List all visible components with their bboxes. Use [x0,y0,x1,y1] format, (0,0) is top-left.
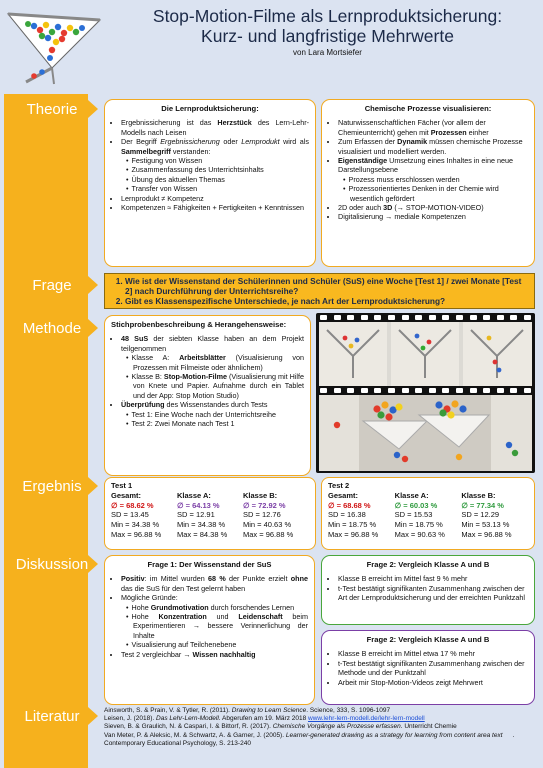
reference-item: Leisen, J. (2018). Das Lehr-Lern-Modell. Abgerufen am 19. März 2018 www.lehr-lern-modell.de/lehr-lern-modell [104,715,425,723]
card-title: Frage 2: Vergleich Klasse A und B [366,560,490,569]
results-test1 [104,477,316,550]
sub-list-item: • Visualisierung auf Teilchenebene [133,640,308,649]
theorie-card-right [321,99,535,267]
sub-list-item: • Prozessorientiertes Denken in der Chemie wird wesentlich gefördert [350,184,528,203]
sub-list-item: • Festigung von Wissen [133,156,309,165]
sub-list-item: • Prozess muss erschlossen werden [350,175,528,184]
theorie-card-left [104,99,316,267]
sub-list-item: • Test 2: Zwei Monate nach Test 1 [133,419,304,428]
sub-list-item: • Hohe Konzentration und Leidenschaft beim Experimentieren → bessere Verinnerlichung der Inhalte [133,612,308,640]
sub-list-item: • Klasse B: Stop-Motion-Filme (Visualisierung mit Hilfe von Knete und Papier. Aufnahme durch ein Tablet und der App: Stop Motion Studio) [133,372,304,400]
section-label-theorie: Theorie [26,101,78,118]
list-item: • Kompetenzen ≈ Fähigkeiten + Fertigkeiten + Kenntnissen [121,203,309,212]
diskussion-card-frage1 [104,555,315,705]
reference-link[interactable]: www.lehr-lern-modell.de/lehr-lern-modell [308,715,425,723]
list-item: • Überprüfung des Wissenstandes durch Tests • Test 1: Eine Woche nach der Unterrichtsreihe • Test 2: Zwei Monate nach Test 1 [121,400,304,428]
poster-title-line1: Stop-Motion-Filme als Lernproduktsicherung: [152,6,503,26]
list-item: • 48 SuS der siebten Klasse haben an dem Projekt teilgenommen • Klasse A: Arbeitsblätter (Visualisierung von Prozessen mit Filmeiste oder ähnlichem) • Klasse B: Stop-Motion-Filme (Visualisierung mit Hilfe von Knete und Papier. Aufnahme durch ein Tablet und der App: Stop Motion Studio) [121,334,304,400]
sub-list-item: • Transfer von Wissen [133,184,309,193]
list-item: • Zum Erfassen der Dynamik müssen chemische Prozesse visualisiert und modelliert werden. [338,137,528,156]
photo-paper-funnels [319,322,532,386]
list-item: • Lernprodukt ≠ Kompetenz [121,194,309,203]
test1-table: Gesamt: Klasse A: Klasse B: ∅ = 68.62 % ∅ = 64.13 % ∅ = 72.92 % SD = 13.45 SD = 12.91 SD = 12.76 Min = 34.38 % Min = 34.38 % Min = 40.63 % Max = 96.88 % Max = 84.38 % Max = 96.88 % [111,490,294,539]
film-holes-middle [320,388,531,394]
film-strip-photos [316,313,535,473]
card-title: Chemische Prozesse visualisieren: [364,104,492,113]
methode-card [104,315,311,476]
list-item: • Digitalisierung → mediale Kompetenzen [338,212,528,221]
sub-list-item: • Klasse A: Arbeitsblätter (Visualisierung von Prozessen mit Filmeiste oder ähnlichem) [133,353,304,372]
sub-list-item: • Übung des aktuellen Themas [133,175,309,184]
reference-item: Van Meter, P. & Aleksic, M. & Schwartz, A. & Garner, J. (2005). Learner-generated drawing as a strategy for learning from content area text . Contemporary Educational Psychology, S. 213-240 [104,731,515,747]
sub-list-item: • Zusammenfassung des Unterrichtsinhalts [133,165,309,174]
list-item: • Eigenständige Umsetzung eines Inhaltes in eine neue Darstellungsebene • Prozess muss erschlossen werden • Prozessorientiertes Denken in der Chemie wird wesentlich gefördert [338,156,528,203]
sub-list-item: • Test 1: Eine Woche nach der Unterrichtsreihe [133,410,304,419]
card-title: Frage 2: Vergleich Klasse A und B [366,635,490,644]
molecule-logo [4,6,114,86]
diskussion-card-frage2-test2 [321,630,535,705]
test1-title: Test 1 [111,481,133,490]
card-title: Frage 1: Der Wissenstand der SuS [147,560,272,569]
section-sidebar [4,94,88,768]
diskussion-card-frage2-test1 [321,555,535,625]
poster-author: von Lara Mortsiefer [293,48,362,57]
results-test2 [321,477,535,550]
list-item: • 2D oder auch 3D (→ STOP-MOTION-VIDEO) [338,203,528,212]
test2-title: Test 2 [328,481,350,490]
sub-list-item: • Hohe Grundmotivation durch forschendes Lernen [133,603,308,612]
list-item: • t-Test bestätigt signifikanten Zusammenhang zwischen der Methode und der Punktzahl [338,659,528,678]
list-item: • t-Test bestätigt signifikanten Zusammenhang zwischen der Art der Lernproduktsicherung und der erreichten Punktzahl [338,584,528,603]
reference-item: Sieven, B. & Graulich, N. & Caspari, I. & Bittorf, R. (2017). Chemische Vorgänge als Prozesse erfassen. Unterricht Chemie [104,723,457,731]
reference-item: Ainsworth, S. & Prain, V. & Tytler, R. (2011). Drawing to Learn Science. Science, 333, S. 1096-1097 [104,707,391,714]
list-item: • Der Begriff Ergebnissicherung oder Lernprodukt wird als Sammelbegriff verstanden: • Festigung von Wissen • Zusammenfassung des Unterrichtsinhalts • Übung des aktuellen Themas • Transfer von Wissen [121,137,309,193]
references [104,707,536,748]
section-label-frage: Frage [32,277,72,294]
photo-clay-balls [319,395,532,471]
research-questions [104,273,535,309]
question-2: 2. Gibt es Klassenspezifische Unterschiede, je nach Art der Lernproduktsicherung? [125,296,528,306]
section-label-ergebnis: Ergebnis [22,478,82,495]
list-item: • Positiv: im Mittel wurden 68 % der Punkte erzielt ohne das die SuS für den Test gelernt haben [121,574,308,593]
film-holes-top [320,315,531,321]
card-title: Stichprobenbeschreibung & Herangehensweise: [111,320,287,329]
list-item: • Arbeit mir Stop-Motion-Videos zeigt Mehrwert [338,678,528,687]
section-label-methode: Methode [22,320,82,337]
list-item: • Naturwissenschaftlichen Fächer (vor allem der Chemieunterricht) gehen mit Prozessen einher [338,118,528,137]
list-item: • Klasse B erreicht im Mittel fast 9 % mehr [338,574,528,583]
list-item: • Klasse B erreicht im Mittel etwa 17 % mehr [338,649,528,658]
section-label-diskussion: Diskussion [15,556,89,573]
list-item: • Test 2 vergleichbar → Wissen nachhaltig [121,650,308,659]
question-1: 1. Wie ist der Wissenstand der Schülerinnen und Schüler (SuS) eine Woche [Test 1] / zwei Monate [Test 2] nach Durchführung der Unterrichtsreihe? [125,276,528,296]
test2-table: Gesamt: Klasse A: Klasse B: ∅ = 68.68 % ∅ = 60.03 % ∅ = 77.34 % SD = 16.38 SD = 15.53 SD = 12.29 Min = 18.75 % Min = 18.75 % Min = 53.13 % Max = 96.88 % Max = 90.63 % Max = 96.88 % [328,490,512,539]
section-label-literatur: Literatur [24,708,80,725]
list-item: • Ergebnissicherung ist das Herzstück des Lern-Lehr-Modells nach Leisen [121,118,309,137]
poster-title-line2: Kurz- und langfristige Mehrwerte [201,26,454,46]
card-title: Die Lernproduktsicherung: [161,104,259,113]
list-item: • Mögliche Gründe: • Hohe Grundmotivation durch forschendes Lernen • Hohe Konzentration und Leidenschaft beim Experimentieren → bessere Verinnerlichung der Inhalte • Visualisierung auf Teilchenebene [121,593,308,649]
poster-header [120,6,535,57]
